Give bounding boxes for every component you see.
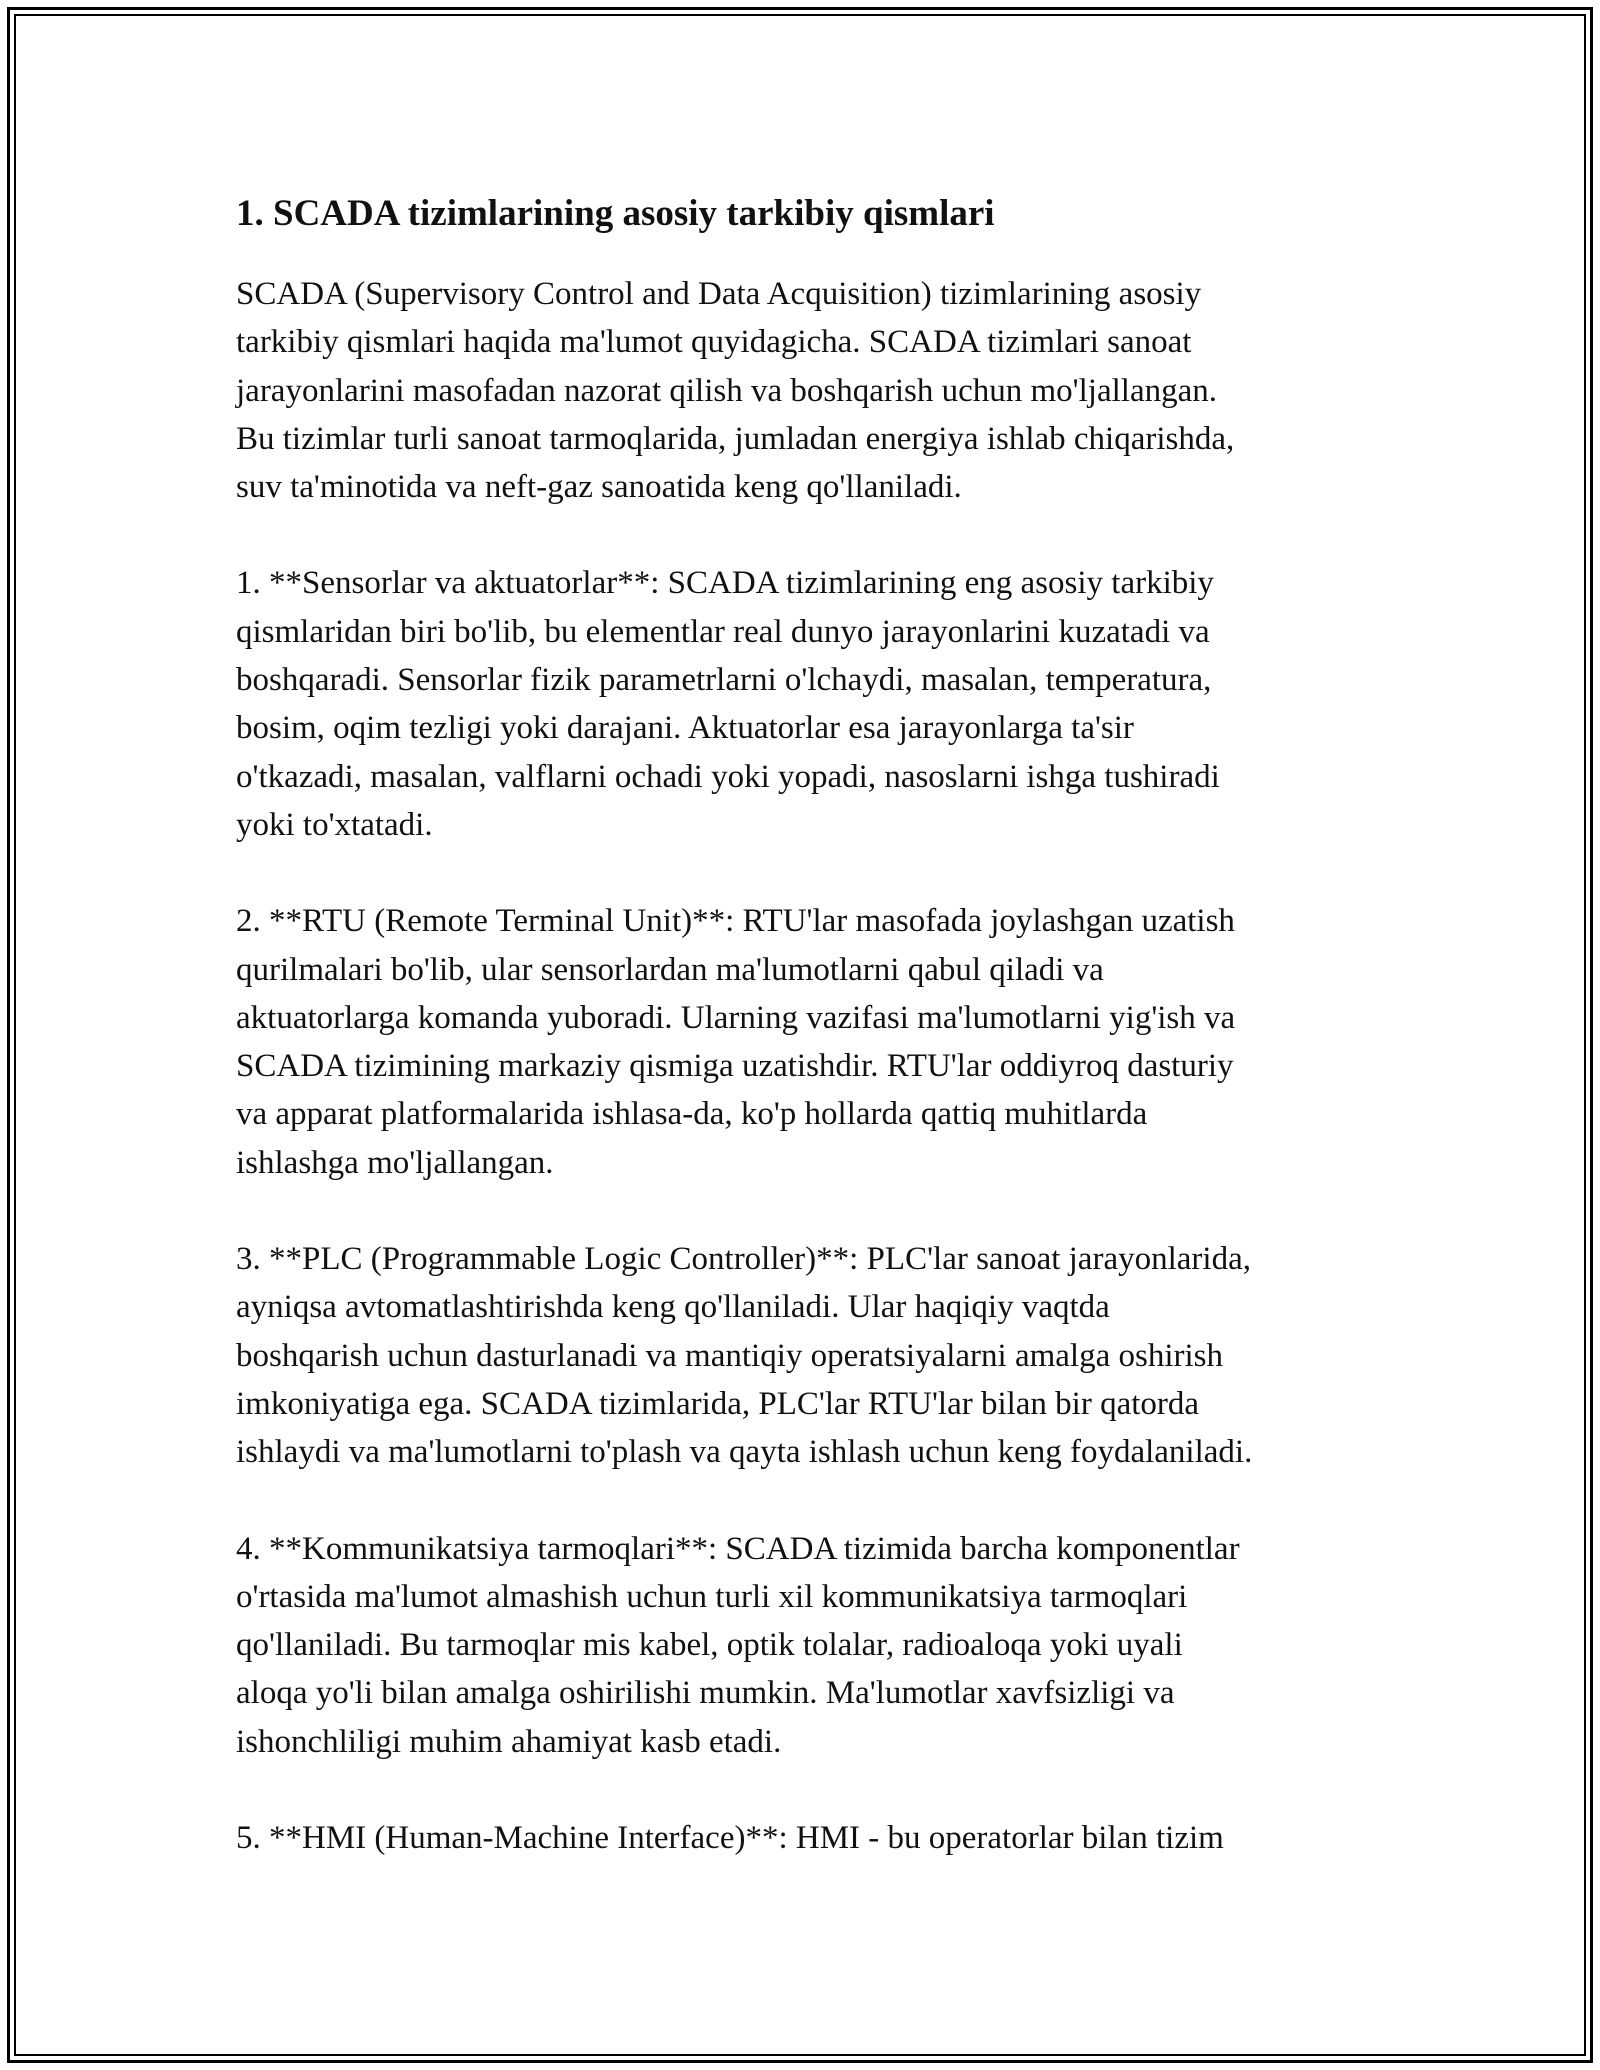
- document-body: [236, 190, 1386, 1910]
- intro-paragraph: SCADA (Supervisory Control and Data Acquisition) tizimlarining asosiy tarkibiy qismlari haqida ma'lumot quyidagicha. SCADA tizimlari sanoat jarayonlarini masofadan nazorat qilish va boshqarish uchun mo'ljallangan. Bu tizimlar turli sanoat tarmoqlarida, jumladan energiya ishlab chiqarishda, suv ta'minotida va neft-gaz sanoatida keng qo'llaniladi.: [236, 276, 1235, 506]
- plc-paragraph: 3. **PLC (Programmable Logic Controller)**: PLC'lar sanoat jarayonlarida, ayniqsa avtomatlashtirishda keng qo'llaniladi. Ular haqiqiy vaqtda boshqarish uchun dasturlanadi va mantiqiy operatsiyalarni amalga oshirish imkoniyatiga ega. SCADA tizimlarida, PLC'lar RTU'lar bilan bir qatorda ishlaydi va ma'lumotlarni to'plash va qayta ishlash uchun keng foydalaniladi.: [236, 1241, 1253, 1471]
- communication-networks-paragraph: 4. **Kommunikatsiya tarmoqlari**: SCADA tizimida barcha komponentlar o'rtasida ma'lumot almashish uchun turli xil kommunikatsiya tarmoqlari qo'llaniladi. Bu tarmoqlar mis kabel, optik tolalar, radioaloqa yoki uyali aloqa yo'li bilan amalga oshirilishi mumkin. Ma'lumotlar xavfsizligi va ishonchliligi muhim ahamiyat kasb etadi.: [236, 1530, 1240, 1760]
- rtu-paragraph: 2. **RTU (Remote Terminal Unit)**: RTU'lar masofada joylashgan uzatish qurilmalari bo'lib, ular sensorlardan ma'lumotlarni qabul qiladi va aktuatorlarga komanda yuboradi. Ularning vazifasi ma'lumotlarni yig'ish va SCADA tizimining markaziy qismiga uzatishdir. RTU'lar oddiyroq dasturiy va apparat platformalarida ishlasa-da, ko'p hollarda qattiq muhitlarda ishlashga mo'ljallangan.: [236, 903, 1236, 1181]
- hmi-paragraph: 5. **HMI (Human-Machine Interface)**: HMI - bu operatorlar bilan tizim: [236, 1820, 1224, 1857]
- sensors-paragraph: 1. **Sensorlar va aktuatorlar**: SCADA tizimlarining eng asosiy tarkibiy qismlaridan biri bo'lib, bu elementlar real dunyo jarayonlarini kuzatadi va boshqaradi. Sensorlar fizik parametrlarni o'lchaydi, masalan, temperatura, bosim, oqim tezligi yoki darajani. Aktuatorlar esa jarayonlarga ta'sir o'tkazadi, masalan, valflarni ochadi yoki yopadi, nasoslarni ishga tushiradi yoki to'xtatadi.: [236, 565, 1220, 843]
- page-title: 1. SCADA tizimlarining asosiy tarkibiy qismlari: [236, 193, 995, 234]
